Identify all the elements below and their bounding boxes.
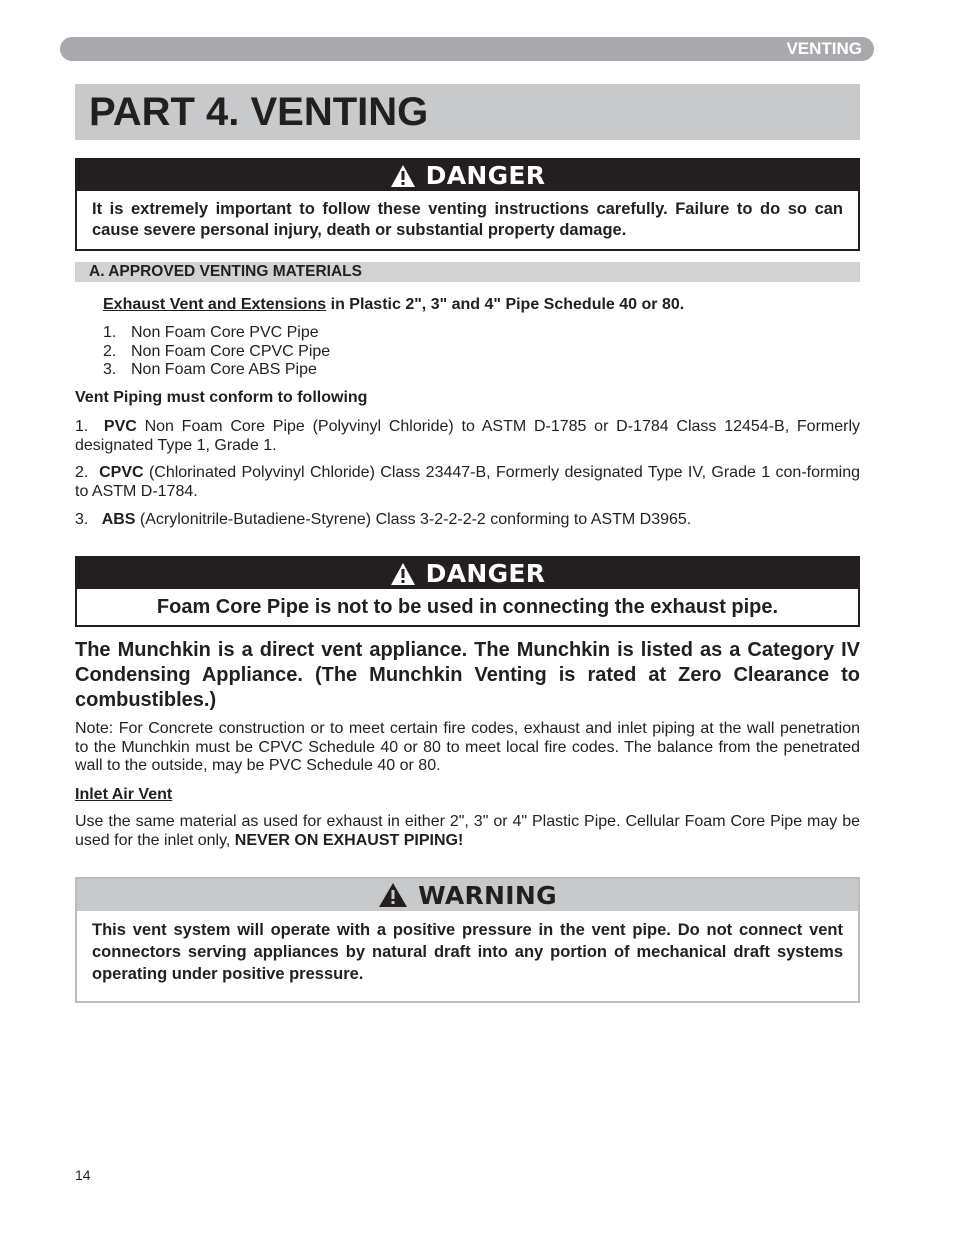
warning-triangle-icon xyxy=(390,562,416,586)
warning-heading: WARNING xyxy=(418,880,557,910)
section-a-heading xyxy=(75,262,860,282)
warning-body: This vent system will operate with a positive pressure in the vent pipe. Do not connect vent connectors serving appliances by natural draft into any portion of mechanical draft systems operating under positive pressure. xyxy=(92,921,843,983)
danger-header-1 xyxy=(77,160,858,191)
exhaust-vent-label: Exhaust Vent and Extensions xyxy=(103,296,327,313)
warning-triangle-icon xyxy=(390,164,416,188)
conform-heading: Vent Piping must conform to following xyxy=(75,389,368,406)
pipe-list xyxy=(103,324,330,380)
exhaust-vent-rest: in Plastic 2", 3" and 4" Pipe Schedule 40 or 80. xyxy=(326,296,685,313)
conform-item-cpvc: 2. CPVC (Chlorinated Polyvinyl Chloride) Class 23447-B, Formerly designated Type IV, Grade 1 con-forming to ASTM D-1784. xyxy=(75,464,860,500)
danger-heading-2: DANGER xyxy=(425,559,546,588)
term-pvc: PVC xyxy=(103,418,137,435)
term-abs: ABS xyxy=(101,511,136,528)
page-number: 14 xyxy=(75,1167,91,1183)
list-item: 1. Non Foam Core PVC Pipe xyxy=(103,324,319,341)
danger-body-2: Foam Core Pipe is not to be used in connecting the exhaust pipe. xyxy=(156,596,779,618)
never-exhaust-emphasis: NEVER ON EXHAUST PIPING! xyxy=(234,831,464,849)
conform-item-pvc: 1. PVC Non Foam Core Pipe (Polyvinyl Chloride) to ASTM D-1785 or D-1784 Class 12454-B, Formerly designated Type 1, Grade 1. xyxy=(75,418,861,454)
list-item: 2. Non Foam Core CPVC Pipe xyxy=(103,342,331,360)
danger-box-2 xyxy=(75,556,860,627)
concrete-note: Note: For Concrete construction or to meet certain fire codes, exhaust and inlet piping at the wall penetration to the Munchkin must be CPVC Schedule 40 or 80 to meet local fire codes. The balance from the penetrated wall to the outside, may be PVC Schedule 40 or 80. xyxy=(75,720,860,774)
section-a-heading-text: A. APPROVED VENTING MATERIALS xyxy=(89,263,362,280)
warning-header xyxy=(77,879,858,911)
section-header-bar xyxy=(60,37,874,61)
inlet-air-vent-heading: Inlet Air Vent xyxy=(75,786,173,803)
part-title-box xyxy=(75,84,860,140)
danger-header-2 xyxy=(77,558,858,589)
danger-body-1: It is extremely important to follow these venting instructions carefully. Failure to do so can cause severe personal injury, death or substantial property damage. xyxy=(92,200,843,239)
page-title: PART 4. VENTING xyxy=(89,90,429,134)
term-cpvc: CPVC xyxy=(99,464,144,481)
conform-item-abs: 3. ABS (Acrylonitrile-Butadiene-Styrene) Class 3-2-2-2-2 conforming to ASTM D3965. xyxy=(75,511,692,528)
warning-triangle-icon xyxy=(378,882,408,908)
danger-heading-1: DANGER xyxy=(425,161,546,190)
direct-vent-statement: The Munchkin is a direct vent appliance. The Munchkin is listed as a Category IV Condensing Appliance. (The Munchkin Venting is rated at Zero Clearance to combustibles.) xyxy=(75,639,860,711)
section-label: VENTING xyxy=(786,39,862,58)
exhaust-vent-line xyxy=(103,296,684,315)
list-item: 3. Non Foam Core ABS Pipe xyxy=(103,361,317,378)
inlet-air-vent-text: Use the same material as used for exhaust in either 2", 3" or 4" Plastic Pipe. Cellular Foam Core Pipe may be used for the inlet only, NEVER ON EXHAUST PIPING! xyxy=(75,813,860,849)
warning-box xyxy=(75,877,860,1003)
danger-box-1 xyxy=(75,158,860,251)
